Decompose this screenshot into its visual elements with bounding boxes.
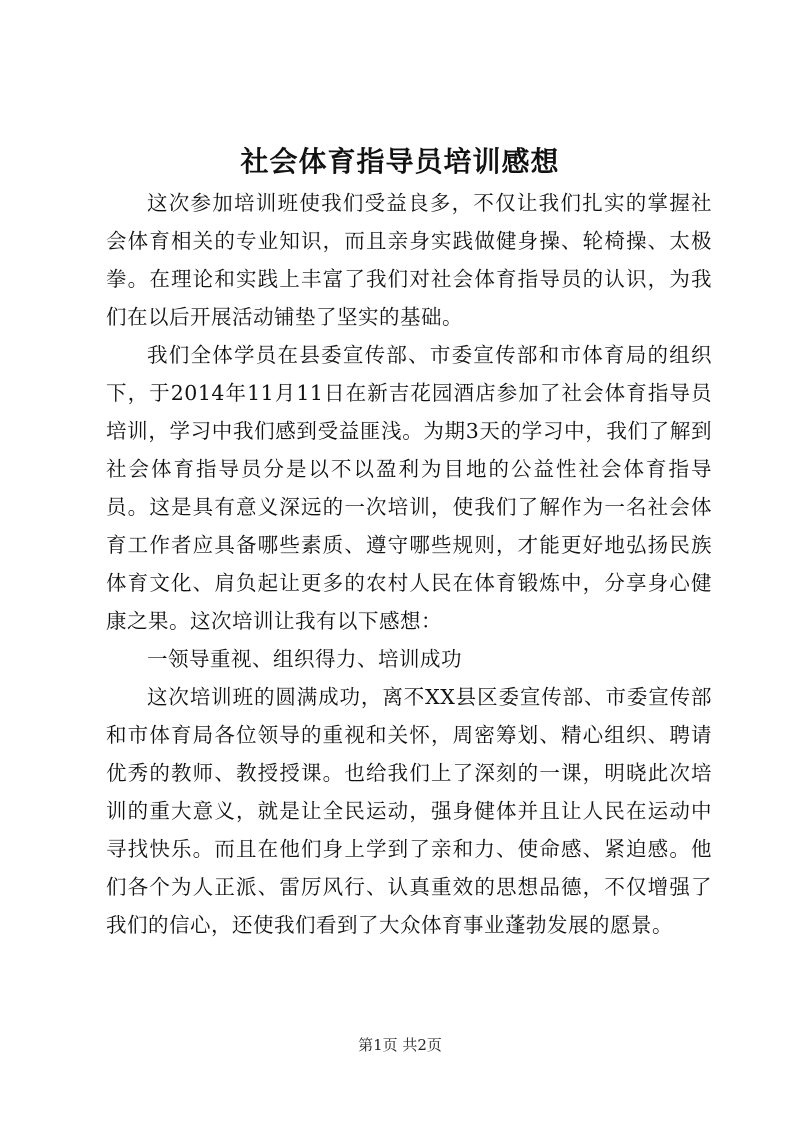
paragraph-training-details: 我们全体学员在县委宣传部、市委宣传部和市体育局的组织下，于2014年11月11日在新吉花园酒店参加了社会体育指导员培训，学习中我们感到受益匪浅。为期3天的学习中，我们了解到社会体育指导员分是以不以盈利为目地的公益性社会体育指导员。这是具有意义深远的一次培训，使我们了解作为一名社会体育工作者应具备哪些素质、遵守哪些规则，才能更好地弘扬民族体育文化、肩负起让更多的农村人民在体育锻炼中，分享身心健康之果。这次培训让我有以下感想： [106,343,712,633]
document-title: 社会体育指导员培训感想 [240,145,560,178]
paragraph-leadership: 这次培训班的圆满成功，离不XX县区委宣传部、市委宣传部和市体育局各位领导的重视和关怀，周密筹划、精心组织、聘请优秀的教师、教授授课。也给我们上了深刻的一课，明晓此次培训的重大意义，就是让全民运动，强身健体并且让人民在运动中寻找快乐。而且在他们身上学到了亲和力、使命感、紧迫感。他们各个为人正派、雷厉风行、认真重效的思想品德，不仅增强了我们的信心，还使我们看到了大众体育事业蓬勃发展的愿景。 [106,685,712,937]
section-heading: 一领导重视、组织得力、培训成功 [147,647,462,671]
document-body [106,184,712,944]
page-footer: 第1页 共2页 [358,1036,442,1054]
paragraph-intro: 这次参加培训班使我们受益良多，不仅让我们扎实的掌握社会体育相关的专业知识，而且亲身实践做健身操、轮椅操、太极拳。在理论和实践上丰富了我们对社会体育指导员的认识，为我们在以后开展活动铺垫了坚实的基础。 [106,191,712,329]
